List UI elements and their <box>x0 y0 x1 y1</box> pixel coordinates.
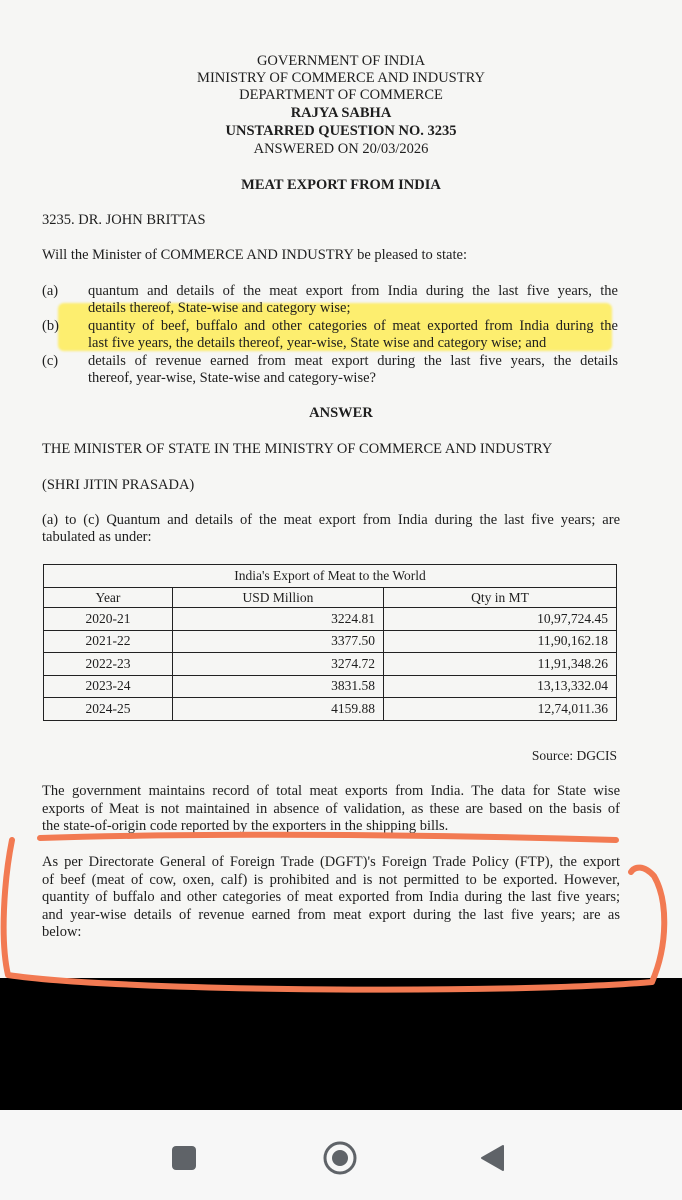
answer-intro-line1: (a) to (c) Quantum and details of the meat export from India during the last five years; are <box>42 512 620 528</box>
question-b-line1: quantity of beef, buffalo and other categories of meat exported from India during the <box>88 318 618 334</box>
back-button[interactable] <box>472 1138 512 1178</box>
minister-name: (SHRI JITIN PRASADA) <box>42 477 195 493</box>
header-question-no: UNSTARRED QUESTION NO. 3235 <box>225 123 457 139</box>
cell-qty: 12,74,011.36 <box>384 698 617 721</box>
cell-usd: 3831.58 <box>173 675 384 698</box>
question-b-label: (b) <box>42 318 59 334</box>
header-year: Year <box>44 588 173 608</box>
cell-year: 2023-24 <box>44 675 173 698</box>
para2-line2: of beef (meat of cow, oxen, calf) is prohibited and is not permitted to be exported. However, <box>42 872 620 888</box>
answer-intro-line2: tabulated as under: <box>42 529 152 545</box>
para2-line3: quantity of buffalo and other categories of meat exported from India during the last five years; <box>42 889 620 905</box>
cell-year: 2022-23 <box>44 653 173 676</box>
header-government: GOVERNMENT OF INDIA <box>256 53 426 69</box>
header-rajya-sabha: RAJYA SABHA <box>290 105 392 121</box>
header-ministry: MINISTRY OF COMMERCE AND INDUSTRY <box>197 70 485 86</box>
cell-usd: 3224.81 <box>173 608 384 631</box>
para1-line3: the state-of-origin code reported by the exporters in the shipping bills. <box>42 818 449 834</box>
header-usd: USD Million <box>173 588 384 608</box>
annotation-underline <box>40 835 616 840</box>
recent-apps-button[interactable] <box>164 1138 204 1178</box>
question-b-line2: last five years, the details thereof, year-wise, State wise and category wise; and <box>88 335 547 351</box>
cell-year: 2021-22 <box>44 630 173 653</box>
question-a-line1: quantum and details of the meat export from India during the last five years, the <box>88 283 618 299</box>
android-navbar <box>0 1110 682 1200</box>
cell-qty: 11,90,162.18 <box>384 630 617 653</box>
annotation-bracket <box>4 840 665 990</box>
cell-usd: 3377.50 <box>173 630 384 653</box>
cell-usd: 3274.72 <box>173 653 384 676</box>
para2-line4: and year-wise details of revenue earned from meat export during the last five years; are as <box>42 907 620 923</box>
answer-heading: ANSWER <box>309 405 373 421</box>
cell-year: 2024-25 <box>44 698 173 721</box>
question-a-label: (a) <box>42 283 59 299</box>
question-c-label: (c) <box>42 353 59 369</box>
cell-usd: 4159.88 <box>173 698 384 721</box>
cell-qty: 11,91,348.26 <box>384 653 617 676</box>
home-button[interactable] <box>320 1138 360 1178</box>
para1-line1: The government maintains record of total meat exports from India. The data for State wise <box>42 783 620 799</box>
back-icon <box>477 1143 507 1173</box>
document-title: MEAT EXPORT FROM INDIA <box>241 177 441 193</box>
para1-line2: exports of Meat is not maintained in absence of validation, as these are based on the basis of <box>42 801 620 817</box>
header-answered-on: ANSWERED ON 20/03/2026 <box>253 141 429 157</box>
question-intro: Will the Minister of COMMERCE AND INDUSTRY be pleased to state: <box>42 247 467 263</box>
question-c-line1: details of revenue earned from meat export during the last five years, the details <box>88 353 618 369</box>
question-c-line2: thereof, year-wise, State-wise and category-wise? <box>88 370 376 386</box>
para2-line5: below: <box>42 924 82 940</box>
table-source: Source: DGCIS <box>531 748 617 763</box>
para2-line1: As per Directorate General of Foreign Trade (DGFT)'s Foreign Trade Policy (FTP), the export <box>42 854 620 870</box>
recent-apps-icon <box>171 1145 197 1171</box>
table-title: India's Export of Meat to the World <box>44 565 617 588</box>
minister-line: THE MINISTER OF STATE IN THE MINISTRY OF COMMERCE AND INDUSTRY <box>42 441 553 457</box>
header-department: DEPARTMENT OF COMMERCE <box>239 87 443 103</box>
cell-qty: 13,13,332.04 <box>384 675 617 698</box>
home-icon <box>321 1139 359 1177</box>
question-a-line2: details thereof, State-wise and category wise; <box>88 300 351 316</box>
cell-year: 2020-21 <box>44 608 173 631</box>
questioner: 3235. DR. JOHN BRITTAS <box>42 212 206 228</box>
cell-qty: 10,97,724.45 <box>384 608 617 631</box>
header-qty: Qty in MT <box>384 588 617 608</box>
